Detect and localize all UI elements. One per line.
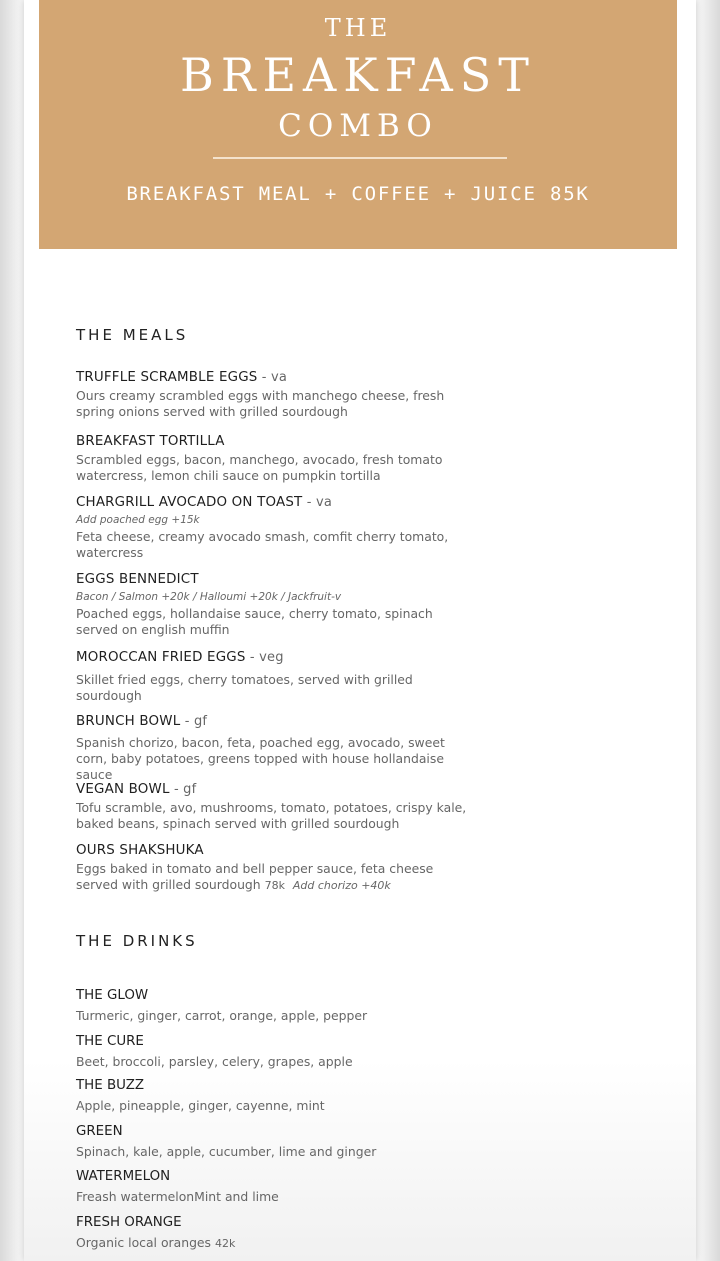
item-description: Tofu scramble, avo, mushrooms, tomato, potatoes, crispy kale, baked beans, spinach served with grilled sourdough	[76, 800, 467, 831]
menu-item	[76, 843, 476, 894]
drink-description: Freash watermelonMint and lime	[76, 1189, 279, 1204]
menu-item	[76, 572, 476, 638]
item-addon-note: Bacon / Salmon +20k / Halloumi +20k / Jackfruit-v	[76, 591, 342, 603]
drink-name: THE BUZZ	[76, 1078, 145, 1093]
drink-item	[76, 1124, 496, 1159]
item-description: Feta cheese, creamy avocado smash, comfit cherry tomato, watercress	[76, 529, 449, 560]
item-description-text: Eggs baked in tomato and bell pepper sauce, feta cheese served with grilled sourdough	[76, 861, 434, 892]
menu-item	[76, 650, 476, 704]
item-name: BRUNCH BOWL	[76, 714, 181, 729]
item-name: CHARGRILL AVOCADO ON TOAST	[76, 495, 303, 510]
item-description	[76, 861, 476, 894]
item-name: TRUFFLE SCRAMBLE EGGS	[76, 370, 258, 385]
item-name: BREAKFAST TORTILLA	[76, 434, 225, 449]
drink-name: THE CURE	[76, 1034, 144, 1049]
menu-item	[76, 495, 476, 561]
drink-description-text: Organic local oranges	[76, 1235, 212, 1250]
drink-item	[76, 1215, 496, 1250]
combo-banner	[39, 0, 677, 249]
drink-name: FRESH ORANGE	[76, 1215, 182, 1230]
item-description: Skillet fried eggs, cherry tomatoes, served with grilled sourdough	[76, 672, 413, 703]
drink-name: WATERMELON	[76, 1169, 171, 1184]
item-addon-note: Add poached egg +15k	[76, 514, 200, 526]
item-name: VEGAN BOWL	[76, 782, 170, 797]
drink-item	[76, 1078, 496, 1113]
banner-the: THE	[324, 14, 392, 42]
meals-heading: THE MEALS	[76, 326, 189, 344]
drink-item	[76, 1034, 496, 1069]
item-diet: - gf	[180, 714, 208, 729]
item-price: 78k	[264, 879, 285, 892]
item-diet: - gf	[169, 782, 197, 797]
drink-item	[76, 988, 496, 1023]
drinks-heading: THE DRINKS	[76, 932, 198, 950]
menu-item	[76, 714, 476, 783]
menu-item	[76, 782, 476, 832]
item-description: Spanish chorizo, bacon, feta, poached egg, avocado, sweet corn, baby potatoes, greens topped with house hollandaise sauce	[76, 735, 445, 782]
item-description: Poached eggs, hollandaise sauce, cherry tomato, spinach served on english muffin	[76, 606, 433, 637]
item-name: EGGS BENNEDICT	[76, 572, 199, 587]
drink-description: Beet, broccoli, parsley, celery, grapes, apple	[76, 1054, 353, 1069]
item-description: Ours creamy scrambled eggs with manchego cheese, fresh spring onions served with grilled sourdough	[76, 388, 445, 419]
item-diet: - veg	[245, 650, 284, 665]
menu-item	[76, 370, 476, 420]
item-diet: - va	[257, 370, 288, 385]
drink-description	[76, 1235, 496, 1250]
banner-tagline: BREAKFAST MEAL + COFFEE + JUICE 85K	[126, 183, 590, 205]
item-name: OURS SHAKSHUKA	[76, 843, 204, 858]
drink-description: Spinach, kale, apple, cucumber, lime and ginger	[76, 1144, 377, 1159]
drink-name: THE GLOW	[76, 988, 149, 1003]
drink-description: Apple, pineapple, ginger, cayenne, mint	[76, 1098, 325, 1113]
drink-item	[76, 1169, 496, 1204]
banner-divider	[213, 157, 507, 159]
banner-title: BREAKFAST	[180, 48, 536, 102]
drink-name: GREEN	[76, 1124, 123, 1139]
item-name: MOROCCAN FRIED EGGS	[76, 650, 246, 665]
drink-description: Turmeric, ginger, carrot, orange, apple, pepper	[76, 1008, 368, 1023]
banner-subtitle: COMBO	[278, 108, 438, 144]
item-addon-note: Add chorizo +40k	[292, 879, 391, 892]
drink-price: 42k	[214, 1237, 236, 1250]
item-diet: - va	[302, 495, 333, 510]
menu-item	[76, 434, 476, 484]
item-description: Scrambled eggs, bacon, manchego, avocado, fresh tomato watercress, lemon chili sauce on pumpkin tortilla	[76, 452, 443, 483]
